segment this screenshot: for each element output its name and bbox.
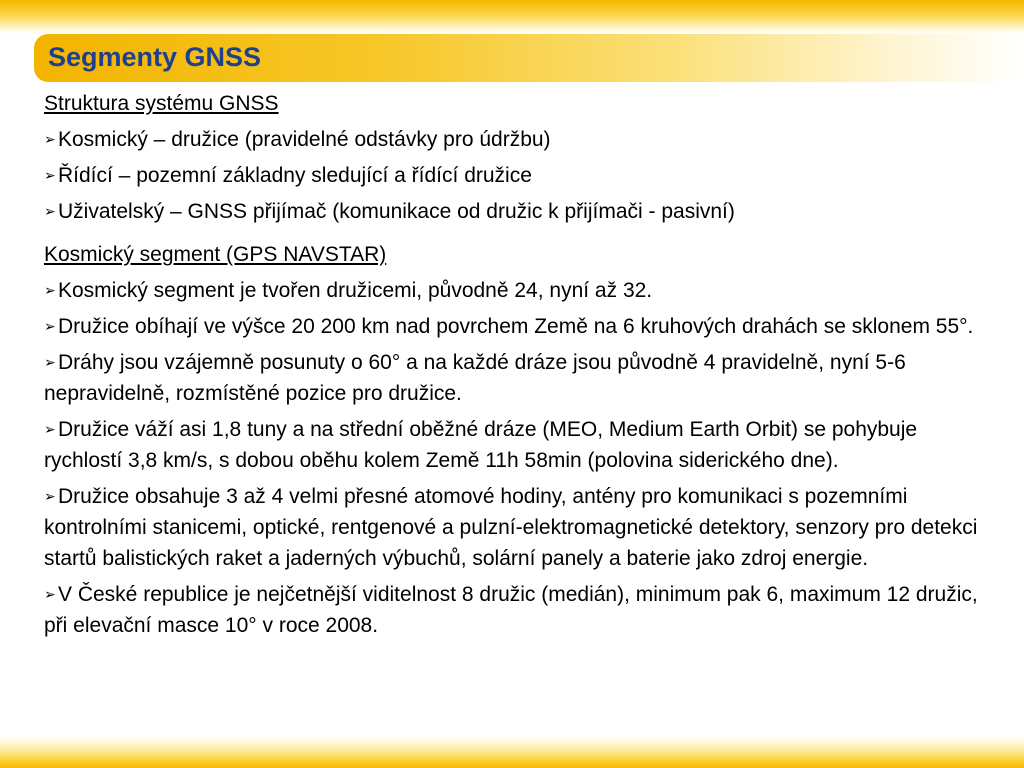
list-item: ➢ Družice obsahuje 3 až 4 velmi přesné atomové hodiny, antény pro komunikaci s pozemními kontrolními stanicemi, optické, rentgenové a pulzní-elektromagnetické detektory, senzory pro detekci startů balistických raket a jaderných výbuchů, solární panely a baterie jako zdroj energie. [44, 481, 979, 574]
list-item: ➢ Kosmický – družice (pravidelné odstávky pro údržbu) [44, 124, 979, 155]
section-heading-space-segment: Kosmický segment (GPS NAVSTAR) [44, 243, 387, 266]
arrow-bullet-icon: ➢ [44, 354, 56, 370]
section-heading-structure: Struktura systému GNSS [44, 92, 279, 115]
space-segment-list [44, 275, 979, 641]
top-decorative-band [0, 0, 1024, 34]
list-item: ➢ Družice obíhají ve výšce 20 200 km nad povrchem Země na 6 kruhových drahách se sklonem 55°. [44, 311, 979, 342]
slide-title: Segmenty GNSS [48, 42, 262, 72]
slide-content [44, 88, 979, 641]
list-item: ➢ V České republice je nejčetnější viditelnost 8 družic (medián), minimum pak 6, maximum 12 družic, při elevační masce 10° v roce 2008. [44, 579, 979, 641]
arrow-bullet-icon: ➢ [44, 586, 56, 602]
structure-list [44, 124, 979, 227]
arrow-bullet-icon: ➢ [44, 203, 56, 219]
arrow-bullet-icon: ➢ [44, 318, 56, 334]
list-item: ➢ Řídící – pozemní základny sledující a řídící družice [44, 160, 979, 191]
list-item: ➢ Družice váží asi 1,8 tuny a na střední oběžné dráze (MEO, Medium Earth Orbit) se pohybuje rychlostí 3,8 km/s, s dobou oběhu kolem Země 11h 58min (polovina siderického dne). [44, 414, 979, 476]
list-item: ➢ Dráhy jsou vzájemně posunuty o 60° a na každé dráze jsou původně 4 pravidelně, nyní 5-6 nepravidelně, rozmístěné pozice pro družice. [44, 347, 979, 409]
arrow-bullet-icon: ➢ [44, 167, 56, 183]
list-item: ➢ Uživatelský – GNSS přijímač (komunikace od družic k přijímači - pasivní) [44, 196, 979, 227]
arrow-bullet-icon: ➢ [44, 421, 56, 437]
arrow-bullet-icon: ➢ [44, 282, 56, 298]
bottom-decorative-band [0, 736, 1024, 768]
arrow-bullet-icon: ➢ [44, 488, 56, 504]
arrow-bullet-icon: ➢ [44, 131, 56, 147]
list-item: ➢ Kosmický segment je tvořen družicemi, původně 24, nyní až 32. [44, 275, 979, 306]
